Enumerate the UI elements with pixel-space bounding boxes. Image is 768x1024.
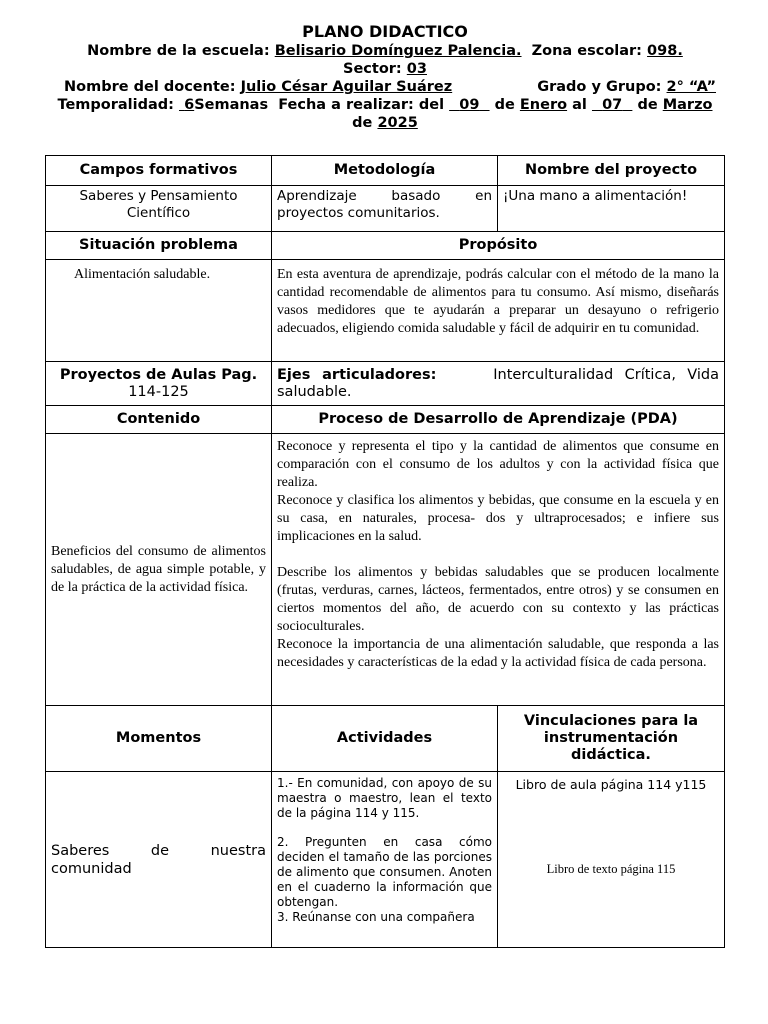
vinculaciones-cell [498, 772, 725, 948]
connector-de: de [494, 97, 515, 113]
ejes-cell [272, 362, 725, 406]
pda-item: Reconoce y representa el tipo y la cantidad de alimentos que consume en comparación con el consumo de los adultos y con la actividad física que realiza. [277, 439, 719, 490]
temporality-value: 6 [184, 97, 195, 113]
table-row [46, 186, 725, 232]
proyecto-cell: ¡Una mano a alimentación! [498, 186, 725, 232]
school-label: Nombre de la escuela: [87, 43, 270, 59]
momento-cell: Saberes de nuestra comunidad [46, 772, 272, 948]
header-row [46, 232, 725, 260]
zone-value: 098. [647, 43, 683, 59]
temporality-line [40, 96, 730, 114]
header-row [46, 406, 725, 434]
connector-al: al [572, 97, 587, 113]
contenido-header: Contenido [46, 406, 272, 434]
activity-item: 3. Reúnanse con una compañera [277, 910, 475, 924]
document-title: PLANO DIDACTICO [302, 22, 468, 41]
year-value: 2025 [377, 115, 418, 131]
metodologia-cell: Aprendizaje basado en proyectos comunitarios. [272, 186, 498, 232]
situacion-header: Situación problema [46, 232, 272, 260]
campos-header: Campos formativos [46, 156, 272, 186]
pda-item: Reconoce y clasifica los alimentos y bebidas, que consume en la escuela y en su casa, en naturales, procesa- dos y ultraprocesados; e infiere sus implicaciones en la salud. [277, 493, 719, 544]
date-label: Fecha a realizar: del [278, 97, 445, 113]
proposito-cell: En esta aventura de aprendizaje, podrás calcular con el método de la mano la cantidad recomendable de alimentos para tu consumo. Así mismo, diseñarás vasos medidores que te ayudarán a preparar un desayuno o refrigerio adecuados, eligiendo comida saludable y fácil de adquirir en tu comunidad. [272, 260, 725, 362]
table-row [46, 362, 725, 406]
weeks-label: Semanas [194, 97, 269, 113]
teacher-label: Nombre del docente: [64, 79, 236, 95]
day-from: 09 [459, 97, 480, 113]
year-line [40, 114, 730, 132]
connector-de: de [352, 115, 373, 131]
pda-item: Reconoce la importancia de una alimentación saludable, que responda a las necesidades y características de la edad y la actividad física de cada persona. [277, 637, 719, 670]
day-to: 07 [602, 97, 623, 113]
temporality-label: Temporalidad: [57, 97, 174, 113]
pda-header: Proceso de Desarrollo de Aprendizaje (PDA) [272, 406, 725, 434]
month-to: Marzo [662, 97, 713, 113]
table-row [46, 434, 725, 706]
activity-item: 2. Pregunten en casa cómo deciden el tamaño de las porciones de alimento que consumen. Anoten en el cuaderno la información que obtengan. [277, 835, 492, 909]
connector-de: de [637, 97, 658, 113]
planning-table [45, 155, 725, 948]
proyecto-header: Nombre del proyecto [498, 156, 725, 186]
momentos-header: Momentos [46, 706, 272, 772]
header-row [46, 156, 725, 186]
ejes-label: Ejes articuladores: [277, 366, 437, 383]
teacher-line [40, 78, 730, 96]
actividades-header: Actividades [272, 706, 498, 772]
ejes-value: Interculturalidad Crítica, Vida saludable. [277, 366, 720, 400]
proyectos-cell [46, 362, 272, 406]
campos-cell: Saberes y Pensamiento Científico [46, 186, 272, 232]
actividades-cell [272, 772, 498, 948]
grade-label: Grado y Grupo: [537, 79, 662, 95]
school-value: Belisario Domínguez Palencia. [274, 43, 522, 59]
vinculacion-item: Libro de aula página 114 y115 [515, 777, 707, 792]
proyectos-pages: 114-125 [128, 383, 189, 400]
pda-cell [272, 434, 725, 706]
document-header [40, 22, 730, 132]
sector-label: Sector: [343, 61, 402, 77]
school-line [40, 42, 730, 60]
sector-value: 03 [406, 61, 427, 77]
metodologia-header: Metodología [272, 156, 498, 186]
table-row [46, 260, 725, 362]
table-row [46, 772, 725, 948]
teacher-value: Julio César Aguilar Suárez [240, 79, 453, 95]
sector-line [40, 60, 730, 78]
situacion-cell: Alimentación saludable. [46, 260, 272, 362]
zone-label: Zona escolar: [531, 43, 642, 59]
grade-value: 2° “A” [666, 79, 716, 95]
vinculaciones-header: Vinculaciones para la instrumentación didáctica. [498, 706, 725, 772]
proyectos-label: Proyectos de Aulas Pag. [59, 366, 258, 383]
activity-item: 1.- En comunidad, con apoyo de su maestra o maestro, lean el texto de la página 114 y 115. [277, 776, 492, 820]
vinculacion-item: Libro de texto página 115 [546, 862, 676, 876]
pda-item: Describe los alimentos y bebidas saludables que se producen localmente (frutas, verduras, carnes, lácteos, fermentados, entre otros) y se consumen en ciertos momentos del año, de acuerdo con su contexto y las prácticas socioculturales. [277, 565, 719, 634]
proposito-header: Propósito [272, 232, 725, 260]
month-from: Enero [519, 97, 568, 113]
contenido-cell: Beneficios del consumo de alimentos saludables, de agua simple potable, y de la práctica de la actividad física. [46, 434, 272, 706]
header-row [46, 706, 725, 772]
